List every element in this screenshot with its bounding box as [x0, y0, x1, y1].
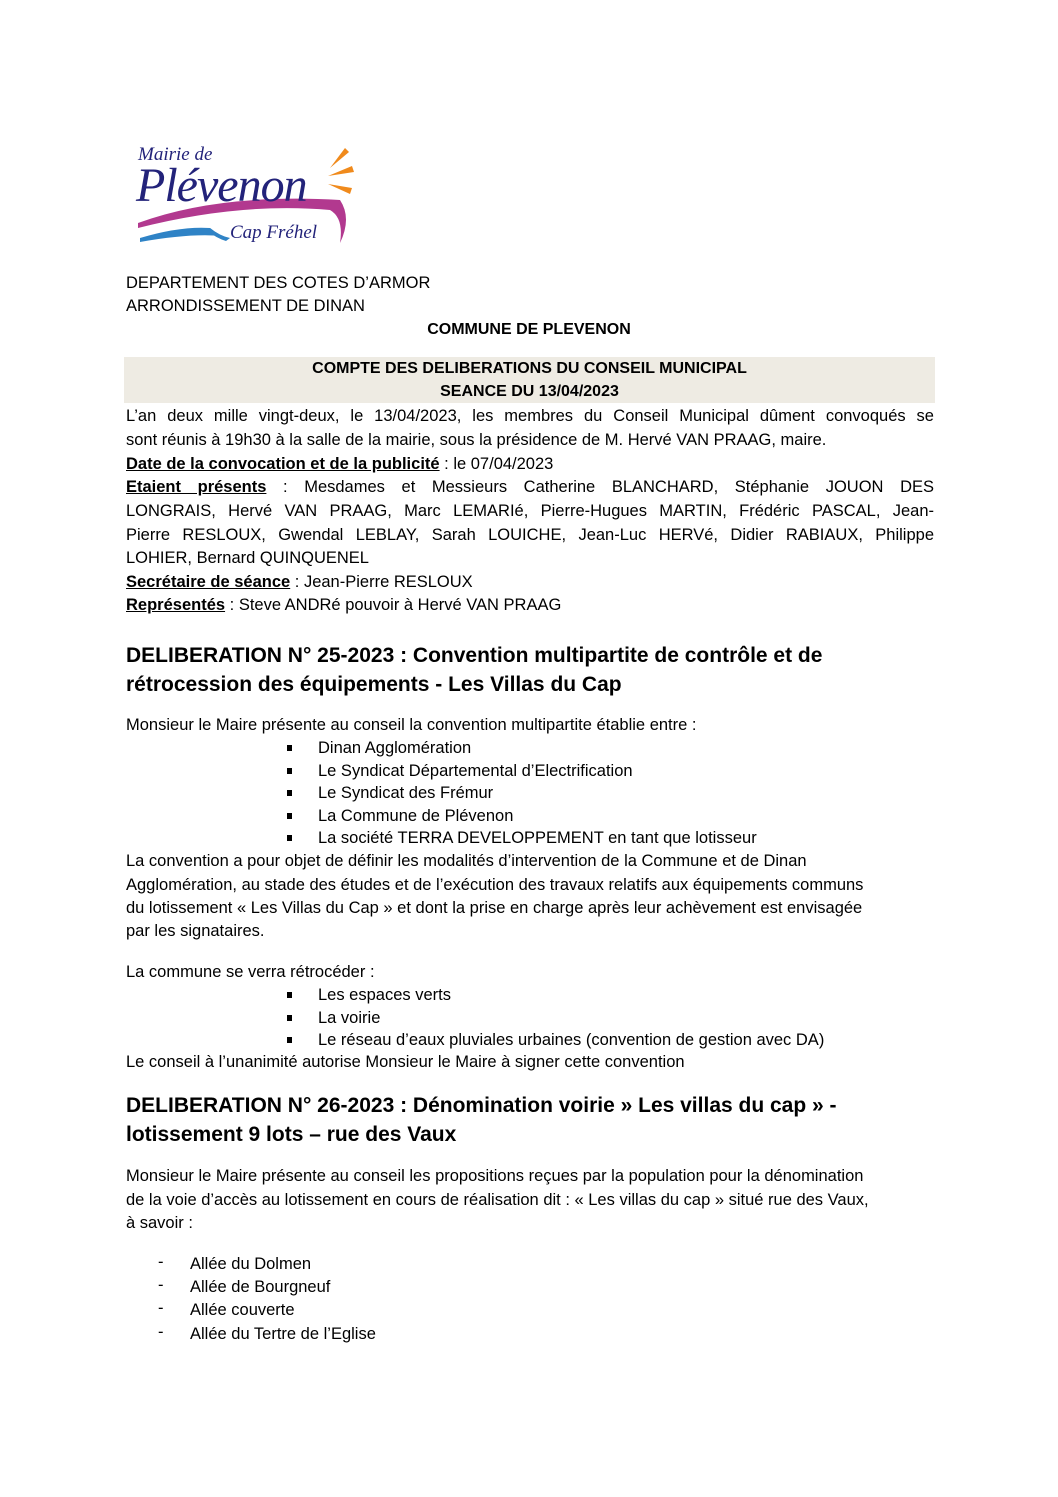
presents-line-2: LONGRAIS, Hervé VAN PRAAG, Marc LEMARIé, Pierre-Hugues MARTIN, Frédéric PASCAL, Jean-	[126, 502, 934, 520]
presents-line-1	[126, 476, 934, 499]
dash-bullet-icon: -	[158, 1299, 164, 1317]
convocation-value: : le 07/04/2023	[439, 455, 554, 473]
representes-line	[126, 594, 561, 617]
list-item: Allée du Dolmen	[190, 1255, 312, 1273]
square-bullet-icon	[287, 813, 292, 819]
objet-line-4: par les signataires.	[126, 922, 265, 940]
list-item: La société TERRA DEVELOPPEMENT en tant que lotisseur	[318, 829, 757, 847]
list-item: Le Syndicat des Frémur	[318, 784, 494, 802]
list-item: La voirie	[318, 1009, 381, 1027]
presents-text-1: : Mesdames et Messieurs Catherine BLANCHARD, Stéphanie JOUON DES	[266, 478, 935, 496]
square-bullet-icon	[287, 1015, 292, 1021]
deliberation-26-body-line-3: à savoir :	[126, 1214, 193, 1232]
intro-line-2: sont réunis à 19h30 à la salle de la mairie, sous la présidence de M. Hervé VAN PRAAG, maire.	[126, 431, 827, 449]
objet-line-3: du lotissement « Les Villas du Cap » et dont la prise en charge après leur achèvement est envisagée	[126, 899, 863, 917]
dash-bullet-icon: -	[158, 1253, 164, 1271]
deliberation-26-title-line-2: lotissement 9 lots – rue des Vaux	[126, 1123, 457, 1146]
list-item: Allée de Bourgneuf	[190, 1278, 331, 1296]
list-item: Le Syndicat Départemental d’Electrification	[318, 762, 633, 780]
logo-plevenon-text: Plévenon	[136, 159, 307, 212]
square-bullet-icon	[287, 992, 292, 998]
deliberation-25-intro: Monsieur le Maire présente au conseil la convention multipartite établie entre :	[126, 716, 697, 734]
objet-line-2: Agglomération, au stade des études et de l’exécution des travaux relatifs aux équipements communs	[126, 876, 864, 894]
presents-line-4: LOHIER, Bernard QUINQUENEL	[126, 549, 369, 567]
list-item: Le réseau d’eaux pluviales urbaines (convention de gestion avec DA)	[318, 1031, 825, 1049]
deliberation-26-title-line-1: DELIBERATION N° 26-2023 : Dénomination voirie » Les villas du cap » -	[126, 1094, 837, 1117]
retrocession-intro: La commune se verra rétrocéder :	[126, 963, 375, 981]
deliberation-25-decision: Le conseil à l’unanimité autorise Monsieur le Maire à signer cette convention	[126, 1053, 685, 1071]
intro-line-1: L’an deux mille vingt-deux, le 13/04/2023, les membres du Conseil Municipal dûment convoqués se	[126, 407, 934, 425]
logo-cap-frehel-text: Cap Fréhel	[230, 222, 318, 243]
representes-value: : Steve ANDRé pouvoir à Hervé VAN PRAAG	[225, 596, 562, 614]
arrondissement-line: ARRONDISSEMENT DE DINAN	[126, 297, 365, 315]
objet-line-1: La convention a pour objet de définir les modalités d’intervention de la Commune et de Dinan	[126, 852, 807, 870]
representes-label: Représentés	[126, 596, 226, 614]
logo-mairie-de-text: Mairie de	[138, 144, 213, 165]
square-bullet-icon	[287, 835, 292, 841]
list-item: Dinan Agglomération	[318, 739, 472, 757]
square-bullet-icon	[287, 745, 292, 751]
mairie-plevenon-logo	[130, 138, 360, 253]
presents-label: Etaient présents	[126, 478, 267, 496]
secretaire-label: Secrétaire de séance	[126, 573, 291, 591]
convocation-label: Date de la convocation et de la publicité	[126, 455, 440, 473]
dash-bullet-icon: -	[158, 1323, 164, 1341]
deliberation-25-title-line-2: rétrocession des équipements - Les Villas du Cap	[126, 673, 622, 696]
convocation-line	[126, 453, 553, 476]
list-item: Les espaces verts	[318, 986, 451, 1004]
square-bullet-icon	[287, 1037, 292, 1043]
secretaire-value: : Jean-Pierre RESLOUX	[290, 573, 473, 591]
square-bullet-icon	[287, 790, 292, 796]
presents-line-3: Pierre RESLOUX, Gwendal LEBLAY, Sarah LOUICHE, Jean-Luc HERVé, Didier RABIAUX, Philippe	[126, 526, 934, 544]
deliberation-26-body-line-2: de la voie d’accès au lotissement en cours de réalisation dit : « Les villas du cap » situé rue des Vaux,	[126, 1191, 869, 1209]
deliberations-banner	[124, 357, 935, 403]
list-item: Allée du Tertre de l’Eglise	[190, 1325, 376, 1343]
banner-title: COMPTE DES DELIBERATIONS DU CONSEIL MUNICIPAL	[312, 360, 747, 377]
list-item: Allée couverte	[190, 1301, 295, 1319]
list-item: La Commune de Plévenon	[318, 807, 514, 825]
departement-line: DEPARTEMENT DES COTES D’ARMOR	[126, 274, 431, 292]
deliberation-26-body-line-1: Monsieur le Maire présente au conseil les propositions reçues par la population pour la dénomination	[126, 1167, 864, 1185]
dash-bullet-icon: -	[158, 1276, 164, 1294]
square-bullet-icon	[287, 768, 292, 774]
deliberation-25-title-line-1: DELIBERATION N° 25-2023 : Convention multipartite de contrôle et de	[126, 644, 823, 667]
secretaire-line	[126, 571, 473, 594]
commune-title: COMMUNE DE PLEVENON	[427, 321, 631, 338]
banner-seance-date: SEANCE DU 13/04/2023	[440, 383, 619, 400]
